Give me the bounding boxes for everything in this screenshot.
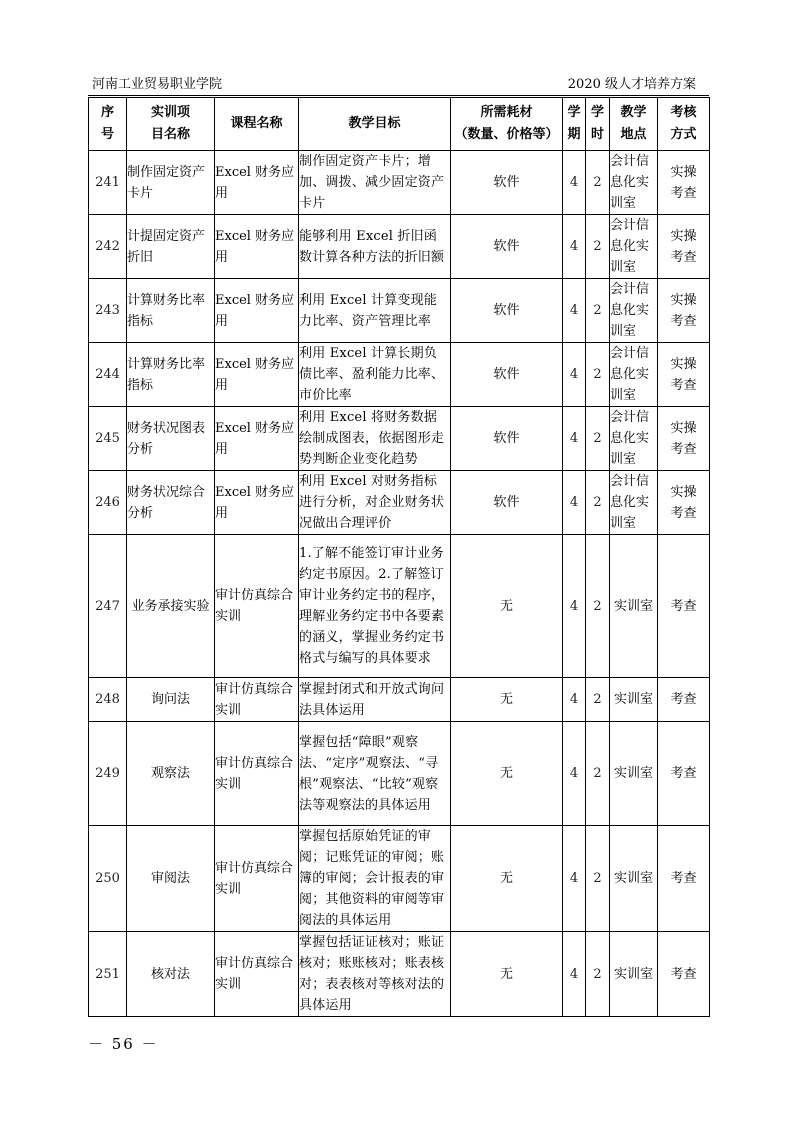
table-row xyxy=(89,826,710,932)
table-row xyxy=(89,343,710,407)
row-teaching-goal: 利用 Excel 对财务指标进行分析，对企业财务状况做出合理评价 xyxy=(299,471,451,535)
row-number: 248 xyxy=(89,678,127,722)
row-project-name: 询问法 xyxy=(127,678,215,722)
row-materials: 软件 xyxy=(451,343,563,407)
row-course-name: Excel 财务应用 xyxy=(215,471,299,535)
row-term: 4 xyxy=(563,826,586,932)
row-number: 247 xyxy=(89,535,127,678)
row-project-name: 核对法 xyxy=(127,932,215,1017)
row-location: 实训室 xyxy=(610,722,658,826)
row-course-name: 审计仿真综合实训 xyxy=(215,678,299,722)
row-course-name: 审计仿真综合实训 xyxy=(215,722,299,826)
row-project-name: 财务状况图表分析 xyxy=(127,407,215,471)
row-location: 会计信息化实训室 xyxy=(610,407,658,471)
table-row xyxy=(89,535,710,678)
row-teaching-goal: 能够利用 Excel 折旧函数计算各种方法的折旧额 xyxy=(299,215,451,279)
row-materials: 软件 xyxy=(451,407,563,471)
row-assessment: 实操考查 xyxy=(658,343,710,407)
row-number: 242 xyxy=(89,215,127,279)
row-materials: 无 xyxy=(451,678,563,722)
row-term: 4 xyxy=(563,678,586,722)
row-course-name: Excel 财务应用 xyxy=(215,407,299,471)
row-number: 244 xyxy=(89,343,127,407)
row-project-name: 制作固定资产卡片 xyxy=(127,151,215,215)
row-course-name: Excel 财务应用 xyxy=(215,279,299,343)
row-materials: 无 xyxy=(451,932,563,1017)
row-project-name: 计算财务比率指标 xyxy=(127,279,215,343)
row-materials: 软件 xyxy=(451,471,563,535)
row-course-name: 审计仿真综合实训 xyxy=(215,826,299,932)
row-location: 实训室 xyxy=(610,535,658,678)
row-location: 会计信息化实训室 xyxy=(610,279,658,343)
row-term: 4 xyxy=(563,215,586,279)
row-hours: 2 xyxy=(586,535,610,678)
row-hours: 2 xyxy=(586,215,610,279)
row-hours: 2 xyxy=(586,279,610,343)
row-term: 4 xyxy=(563,151,586,215)
row-assessment: 考查 xyxy=(658,932,710,1017)
row-teaching-goal: 制作固定资产卡片；增加、调拨、减少固定资产卡片 xyxy=(299,151,451,215)
row-course-name: 审计仿真综合实训 xyxy=(215,535,299,678)
row-assessment: 实操考查 xyxy=(658,471,710,535)
row-teaching-goal: 利用 Excel 计算长期负债比率、盈利能力比率、市价比率 xyxy=(299,343,451,407)
row-location: 会计信息化实训室 xyxy=(610,215,658,279)
header-school-name: 河南工业贸易职业学院 xyxy=(92,77,223,92)
row-term: 4 xyxy=(563,471,586,535)
header-location: 教学 地点 xyxy=(610,98,658,151)
row-course-name: 审计仿真综合实训 xyxy=(215,932,299,1017)
table-row xyxy=(89,279,710,343)
row-assessment: 考查 xyxy=(658,535,710,678)
row-materials: 软件 xyxy=(451,151,563,215)
row-course-name: Excel 财务应用 xyxy=(215,215,299,279)
row-location: 实训室 xyxy=(610,932,658,1017)
row-number: 246 xyxy=(89,471,127,535)
row-number: 251 xyxy=(89,932,127,1017)
header-rule xyxy=(88,95,709,96)
header-goal: 教学目标 xyxy=(299,98,451,151)
row-course-name: Excel 财务应用 xyxy=(215,343,299,407)
row-teaching-goal: 掌握包括证证核对；账证核对；账账核对；账表核对；表表核对等核对法的具体运用 xyxy=(299,932,451,1017)
row-project-name: 财务状况综合分析 xyxy=(127,471,215,535)
row-number: 241 xyxy=(89,151,127,215)
header-hours: 学 时 xyxy=(586,98,610,151)
row-hours: 2 xyxy=(586,407,610,471)
row-project-name: 计提固定资产折旧 xyxy=(127,215,215,279)
row-number: 243 xyxy=(89,279,127,343)
row-term: 4 xyxy=(563,722,586,826)
row-assessment: 实操考查 xyxy=(658,151,710,215)
row-materials: 无 xyxy=(451,722,563,826)
row-term: 4 xyxy=(563,343,586,407)
header-course: 课程名称 xyxy=(215,98,299,151)
row-location: 会计信息化实训室 xyxy=(610,471,658,535)
header-term: 学 期 xyxy=(563,98,586,151)
row-term: 4 xyxy=(563,407,586,471)
row-location: 实训室 xyxy=(610,678,658,722)
row-project-name: 业务承接实验 xyxy=(127,535,215,678)
row-assessment: 考查 xyxy=(658,826,710,932)
row-location: 会计信息化实训室 xyxy=(610,151,658,215)
row-teaching-goal: 掌握包括“障眼”观察法、“定序”观察法、“寻根”观察法、“比较”观察法等观察法的具体运用 xyxy=(299,722,451,826)
row-hours: 2 xyxy=(586,343,610,407)
row-course-name: Excel 财务应用 xyxy=(215,151,299,215)
page-number: － 56 － xyxy=(88,1035,159,1053)
row-teaching-goal: 1.了解不能签订审计业务约定书原因。2.了解签订审计业务约定书的程序，理解业务约定书中各要素的涵义，掌握业务约定书格式与编写的具体要求 xyxy=(299,535,451,678)
header-plan-title: 2020 级人才培养方案 xyxy=(567,77,696,92)
table-row xyxy=(89,722,710,826)
row-teaching-goal: 掌握封闭式和开放式询问法具体运用 xyxy=(299,678,451,722)
table-row xyxy=(89,215,710,279)
header-project: 实训项 目名称 xyxy=(127,98,215,151)
row-teaching-goal: 利用 Excel 计算变现能力比率、资产管理比率 xyxy=(299,279,451,343)
header-assess: 考核 方式 xyxy=(658,98,710,151)
row-hours: 2 xyxy=(586,826,610,932)
table-row xyxy=(89,151,710,215)
table-row xyxy=(89,407,710,471)
row-term: 4 xyxy=(563,279,586,343)
header-no: 序 号 xyxy=(89,98,127,151)
row-project-name: 观察法 xyxy=(127,722,215,826)
row-hours: 2 xyxy=(586,151,610,215)
row-location: 会计信息化实训室 xyxy=(610,343,658,407)
row-materials: 无 xyxy=(451,826,563,932)
row-term: 4 xyxy=(563,535,586,678)
row-project-name: 审阅法 xyxy=(127,826,215,932)
table-row xyxy=(89,471,710,535)
row-assessment: 考查 xyxy=(658,678,710,722)
row-teaching-goal: 利用 Excel 将财务数据绘制成图表，依据图形走势判断企业变化趋势 xyxy=(299,407,451,471)
row-number: 250 xyxy=(89,826,127,932)
row-number: 245 xyxy=(89,407,127,471)
row-hours: 2 xyxy=(586,932,610,1017)
row-hours: 2 xyxy=(586,471,610,535)
table-header-row xyxy=(89,98,710,151)
row-term: 4 xyxy=(563,932,586,1017)
row-assessment: 实操考查 xyxy=(658,407,710,471)
row-hours: 2 xyxy=(586,722,610,826)
row-materials: 无 xyxy=(451,535,563,678)
table-row xyxy=(89,678,710,722)
row-assessment: 实操考查 xyxy=(658,279,710,343)
row-assessment: 考查 xyxy=(658,722,710,826)
training-table xyxy=(88,97,710,1017)
row-location: 实训室 xyxy=(610,826,658,932)
row-teaching-goal: 掌握包括原始凭证的审阅；记账凭证的审阅；账簿的审阅；会计报表的审阅；其他资料的审阅等审阅法的具体运用 xyxy=(299,826,451,932)
row-assessment: 实操考查 xyxy=(658,215,710,279)
table-row xyxy=(89,932,710,1017)
table-body xyxy=(89,151,710,1017)
header-materials: 所需耗材 （数量、价格等） xyxy=(451,98,563,151)
row-project-name: 计算财务比率指标 xyxy=(127,343,215,407)
row-hours: 2 xyxy=(586,678,610,722)
row-materials: 软件 xyxy=(451,279,563,343)
row-materials: 软件 xyxy=(451,215,563,279)
row-number: 249 xyxy=(89,722,127,826)
